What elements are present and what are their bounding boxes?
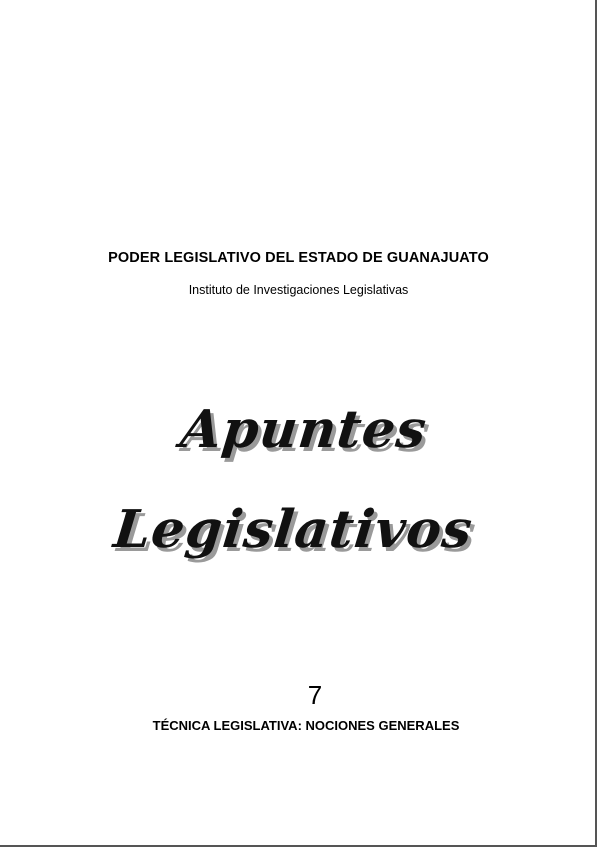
series-title: Apuntes Legislativos <box>110 399 476 560</box>
institute-subtitle: Instituto de Investigaciones Legislativas <box>188 283 409 297</box>
series-title-container <box>0 380 597 560</box>
issue-topic: TÉCNICA LEGISLATIVA: NOCIONES GENERALES <box>152 718 460 733</box>
organization-title: PODER LEGISLATIVO DEL ESTADO DE GUANAJUATO <box>108 250 489 266</box>
issue-number: 7 <box>307 680 323 710</box>
